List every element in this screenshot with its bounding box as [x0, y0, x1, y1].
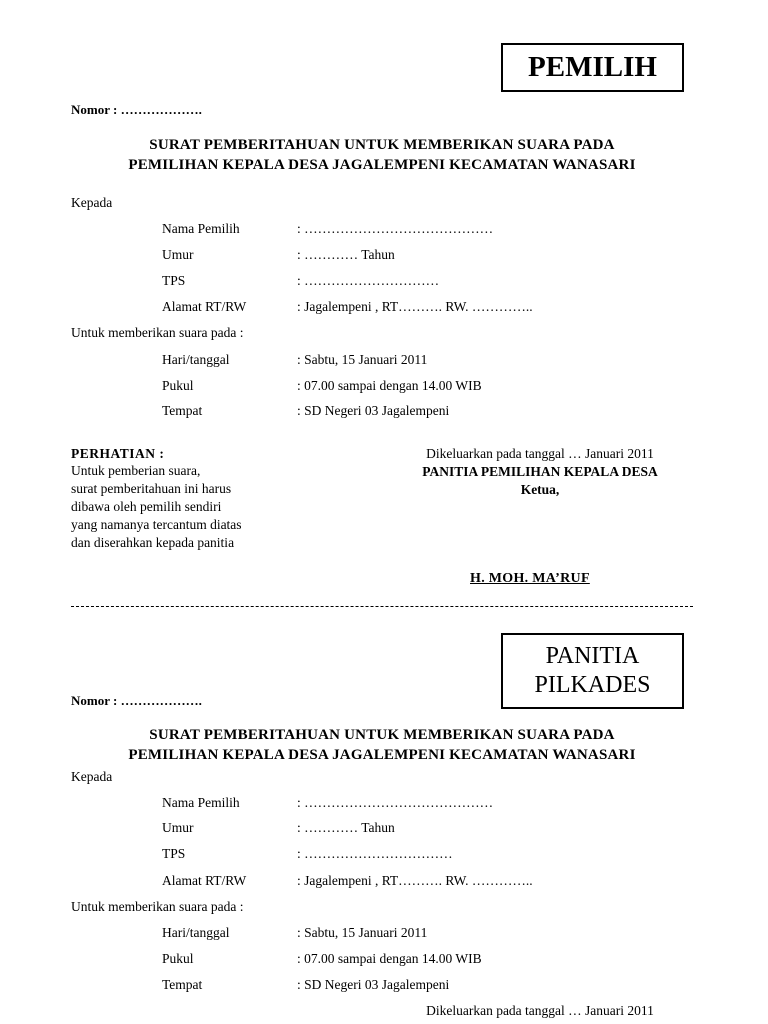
letter-title-line1-2: SURAT PEMBERITAHUAN UNTUK MEMBERIKAN SUARA PADA: [149, 727, 615, 743]
schedule-label-hari: Hari/tanggal: [162, 352, 230, 367]
panitia-box: [501, 633, 684, 709]
field-value-alamat-2: : Jagalempeni , RT………. RW. …………..: [297, 873, 533, 888]
field-value-nama-2: : ……………………………………: [297, 795, 494, 810]
field-value-alamat: : Jagalempeni , RT………. RW. …………..: [297, 299, 533, 314]
schedule-label-tempat-2: Tempat: [162, 977, 203, 992]
letter-title-line1: SURAT PEMBERITAHUAN UNTUK MEMBERIKAN SUARA PADA: [149, 137, 615, 153]
schedule-value-tempat-2: : SD Negeri 03 Jagalempeni: [297, 977, 450, 992]
signer-name: H. MOH. MA’RUF: [470, 571, 590, 586]
field-value-nama: : ……………………………………: [297, 221, 494, 236]
kepada-label: Kepada: [71, 195, 113, 210]
schedule-label-pukul: Pukul: [162, 378, 194, 393]
committee-name: PANITIA PEMILIHAN KEPALA DESA: [422, 464, 658, 479]
schedule-label-pukul-2: Pukul: [162, 951, 194, 966]
nomor-line-2: Nomor : ……………….: [71, 693, 202, 708]
untuk-label-2: Untuk memberikan suara pada :: [71, 899, 244, 914]
perhatian-line: dan diserahkan kepada panitia: [71, 535, 235, 550]
field-label-tps: TPS: [162, 273, 186, 288]
field-value-tps-2: : ……………………………: [297, 846, 453, 861]
field-label-umur-2: Umur: [162, 820, 194, 835]
schedule-value-tempat: : SD Negeri 03 Jagalempeni: [297, 403, 450, 418]
issued-date-2: Dikeluarkan pada tanggal … Januari 2011: [426, 1003, 654, 1018]
schedule-value-hari: : Sabtu, 15 Januari 2011: [297, 352, 428, 367]
perhatian-line: surat pemberitahuan ini harus: [71, 481, 232, 496]
pemilih-box-label: PEMILIH: [528, 51, 657, 83]
untuk-label: Untuk memberikan suara pada :: [71, 325, 244, 340]
field-value-tps: : …………………………: [297, 273, 440, 288]
letter-title-line2-2: PEMILIHAN KEPALA DESA JAGALEMPENI KECAMATAN WANASARI: [128, 747, 636, 763]
kepada-label-2: Kepada: [71, 769, 113, 784]
schedule-value-hari-2: : Sabtu, 15 Januari 2011: [297, 925, 428, 940]
field-label-umur: Umur: [162, 247, 194, 262]
schedule-value-pukul-2: : 07.00 sampai dengan 14.00 WIB: [297, 951, 482, 966]
pemilih-box: [501, 43, 684, 92]
nomor-line: Nomor : ……………….: [71, 102, 202, 117]
schedule-label-hari-2: Hari/tanggal: [162, 925, 230, 940]
letter-title-line2: PEMILIHAN KEPALA DESA JAGALEMPENI KECAMATAN WANASARI: [128, 157, 636, 173]
panitia-box-line2: PILKADES: [534, 672, 651, 698]
field-label-alamat: Alamat RT/RW: [162, 299, 247, 314]
schedule-label-tempat: Tempat: [162, 403, 203, 418]
perhatian-line: dibawa oleh pemilih sendiri: [71, 499, 222, 514]
field-label-alamat-2: Alamat RT/RW: [162, 873, 247, 888]
perhatian-line: yang namanya tercantum diatas: [71, 517, 242, 532]
field-value-umur: : ………… Tahun: [297, 247, 395, 262]
signer-role: Ketua,: [520, 482, 560, 497]
field-label-nama: Nama Pemilih: [162, 221, 240, 236]
issued-date: Dikeluarkan pada tanggal … Januari 2011: [426, 446, 654, 461]
cut-line: [71, 606, 693, 607]
field-label-tps-2: TPS: [162, 846, 186, 861]
field-value-umur-2: : ………… Tahun: [297, 820, 395, 835]
field-label-nama-2: Nama Pemilih: [162, 795, 240, 810]
panitia-box-line1: PANITIA: [545, 643, 640, 669]
perhatian-title: PERHATIAN :: [71, 446, 165, 461]
schedule-value-pukul: : 07.00 sampai dengan 14.00 WIB: [297, 378, 482, 393]
perhatian-line: Untuk pemberian suara,: [71, 463, 201, 478]
